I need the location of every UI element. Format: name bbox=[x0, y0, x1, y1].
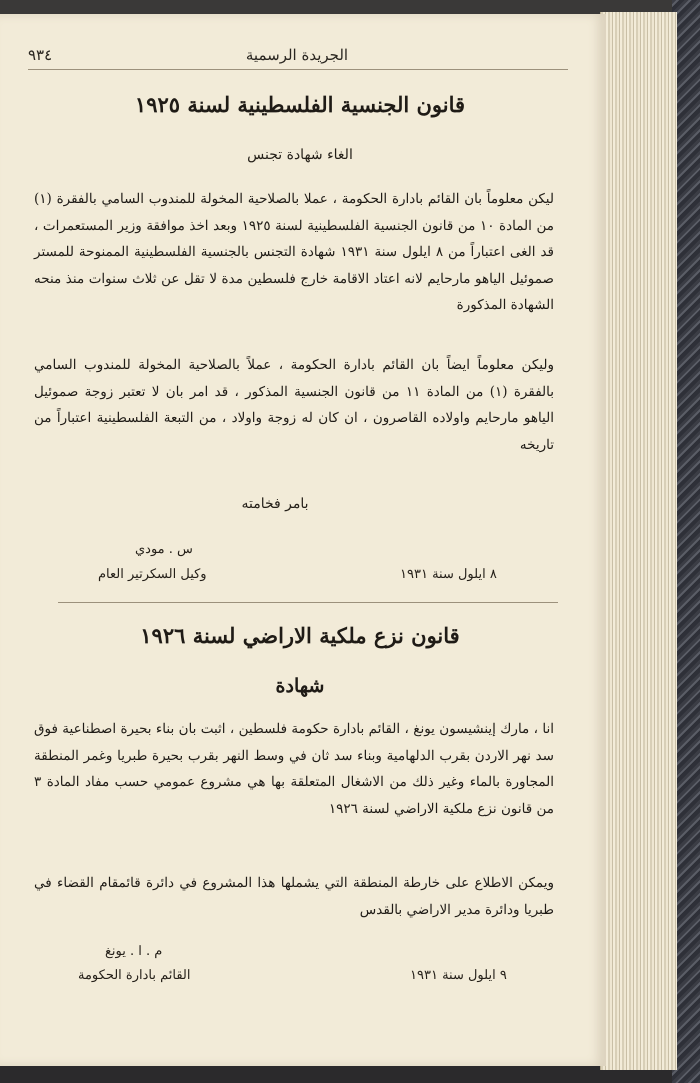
by-order-line: بامر فخامته bbox=[241, 496, 309, 512]
gazette-title: الجريدة الرسمية bbox=[245, 46, 349, 64]
section2-title: قانون نزع ملكية الاراضي لسنة ١٩٢٦ bbox=[140, 623, 460, 648]
gazette-page bbox=[0, 14, 606, 1066]
section1-subtitle: الغاء شهادة تجنس bbox=[247, 147, 353, 163]
header-rule bbox=[28, 69, 568, 70]
section2-paragraph2: ويمكن الاطلاع على خارطة المنطقة التي يشملها هذا المشروع في دائرة قائمقام القضاء في طبريا ودائرة مدير الاراضي بالقدس bbox=[34, 875, 554, 918]
section1-paragraph1: ليكن معلوماً بان القائم بادارة الحكومة ، عملا بالصلاحية المخولة للمندوب السامي بالفقرة (١) من المادة ١٠ من قانون الجنسية الفلسطينية لسنة ١٩٢٥ وبعد اخذ موافقة وزير المستعمرات ، قد الغى اعتباراً من ٨ ايلول سنة ١٩٣١ شهادة التجنس بالجنسية الفلسطينية الممنوحة للمستر صموئيل الياهو مارحايم لانه اعتاد الاقامة خارج فلسطين مدة لا تقل عن ثلاث سنوات منذ منحه الشهادة المذكورة bbox=[34, 191, 555, 313]
section-divider bbox=[58, 602, 558, 603]
page-stack-edges bbox=[600, 12, 677, 1070]
section2-subtitle: شهادة bbox=[275, 675, 325, 697]
section2-date: ٩ ايلول سنة ١٩٣١ bbox=[410, 968, 507, 983]
section1-signatory-name: س . مودي bbox=[135, 542, 193, 557]
section2-signatory-name: م . ا . يونغ bbox=[105, 944, 163, 959]
section1-paragraph2: وليكن معلوماً ايضاً بان القائم بادارة الحكومة ، عملاً بالصلاحية المخولة للمندوب السامي بالفقرة (١) من المادة ١١ من قانون الجنسية المذكور ، قد امر بان لا تعتبر زوجة صموئيل الياهو مارحايم واولاده القاصرون ، ان كان له زوجة واولاد ، من التبعة الفلسطينية اعتباراً من تاريخه bbox=[34, 357, 555, 453]
section1-signatory-title: وكيل السكرتير العام bbox=[98, 567, 207, 582]
section1-date: ٨ ايلول سنة ١٩٣١ bbox=[400, 567, 497, 582]
section1-title: قانون الجنسية الفلسطينية لسنة ١٩٢٥ bbox=[134, 92, 466, 117]
section2-signatory-title: القائم بادارة الحكومة bbox=[78, 968, 191, 983]
page-number: ٩٣٤ bbox=[28, 46, 53, 64]
page-header bbox=[28, 44, 566, 72]
section2-paragraph1: انا ، مارك إينشيسون يونغ ، القائم بادارة حكومة فلسطين ، اثبت بان بناء بحيرة اصطناعية فوق سد نهر الاردن بقرب الدلهامية وبناء سد ثان في وسط النهر بقرب بحيرة طبريا وغمر المنطقة المجاورة بالماء وغير ذلك من الاشغال المتعلقة بها هي مشروع عمومي حسب مفاد المادة ٣ من قانون نزع ملكية الاراضي لسنة ١٩٢٦ bbox=[34, 721, 554, 817]
